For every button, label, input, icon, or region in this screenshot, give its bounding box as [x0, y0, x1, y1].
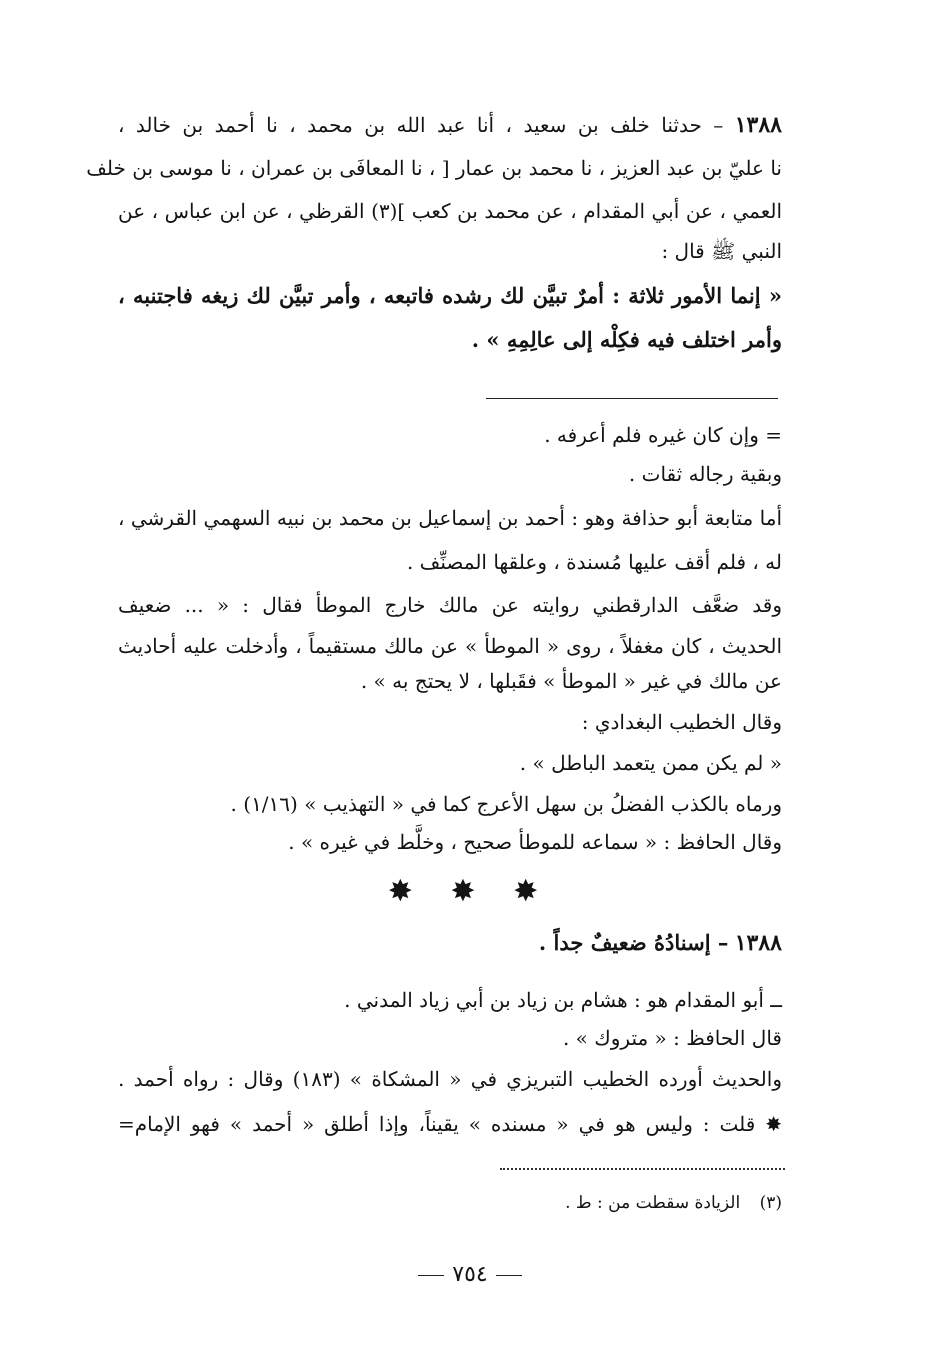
footnote-text: الزيادة سقطت من : ط . — [565, 1193, 741, 1213]
commentary-line-2: وبقية رجاله ثقات . — [628, 462, 782, 486]
takhrij-line-2: قال الحافظ : « متروك » . — [562, 1026, 782, 1050]
takhrij-heading — [539, 925, 782, 961]
commentary-line-4: له ، فلم أقف عليها مُسندة ، وعلقها المصنِّف . — [406, 550, 782, 574]
hadith-matn-line-2: وأمر اختلف فيه فكِلْه إلى عالِمِهِ » . — [471, 327, 782, 352]
commentary-line-1: = وإن كان غيره فلم أعرفه . — [544, 423, 782, 447]
takhrij-line-1: ــ أبو المقدام هو : هشام بن زياد بن أبي زياد المدني . — [344, 988, 782, 1012]
commentary-line-7: عن مالك في غير « الموطأ » فقَبلها ، لا يحتج به » . — [360, 669, 782, 693]
takhrij-heading-text: – إسنادُهُ ضعيفٌ جداً . — [538, 930, 729, 955]
commentary-line-3: أما متابعة أبو حذافة وهو : أحمد بن إسماعيل بن محمد بن نبيه السهمي القرشي ، — [118, 506, 782, 530]
page-number-dash-left — [418, 1275, 444, 1276]
hadith-matn-line-1: « إنما الأمور ثلاثة : أمرٌ تبيَّن لك رشده فاتبعه ، وأمر تبيَّن لك زيغه فاجتنبه ، — [118, 283, 782, 308]
hadith-line-3: العمي ، عن أبي المقدام ، عن محمد بن كعب ](٣) القرظي ، عن ابن عباس ، عن — [118, 199, 783, 223]
hadith-line-1-text: – حدثنا خلف بن سعيد ، أنا عبد الله بن محمد ، نا أحمد بن خالد ، — [118, 113, 724, 137]
takhrij-number: ١٣٨٨ — [734, 930, 782, 956]
page-number — [0, 1258, 940, 1292]
takhrij-line-4: ✸ قلت : وليس هو في « مسنده » يقيناً، وإذا أطلق « أحمد » فهو الإمام= — [118, 1112, 782, 1136]
section-separator-stars: ✸ ✸ ✸ — [387, 874, 553, 909]
commentary-line-11: وقال الحافظ : « سماعه للموطأ صحيح ، وخلَّط في غيره » . — [288, 830, 782, 854]
takhrij-line-3: والحديث أورده الخطيب التبريزي في « المشكاة » (١٨٣) وقال : رواه أحمد . — [118, 1067, 782, 1091]
footnote-marker: (٣) — [759, 1193, 782, 1213]
hadith-line-4: النبي ﷺ قال : — [661, 239, 782, 263]
commentary-line-6: الحديث ، كان مغفلاً ، روى « الموطأ » عن مالك مستقيماً ، وأدخلت عليه أحاديث — [118, 634, 782, 658]
commentary-line-10: ورماه بالكذب الفضلُ بن سهل الأعرج كما في « التهذيب » (١/١٦) . — [230, 792, 782, 816]
commentary-line-8: وقال الخطيب البغدادي : — [581, 710, 782, 734]
page-number-text: ٧٥٤ — [452, 1262, 488, 1287]
hadith-line-2: نا عليّ بن عبد العزيز ، نا محمد بن عمار [ ، نا المعافَى بن عمران ، نا موسى بن خلف — [86, 156, 782, 180]
hadith-line-1 — [118, 107, 782, 143]
hadith-number: ١٣٨٨ — [734, 112, 782, 138]
footnote — [565, 1185, 782, 1221]
dotted-separator — [500, 1154, 785, 1170]
footnote-divider — [486, 398, 778, 399]
commentary-line-9: « لم يكن ممن يتعمد الباطل » . — [519, 751, 782, 775]
commentary-line-5: وقد ضعَّف الدارقطني روايته عن مالك خارج الموطأ فقال : « ... ضعيف — [118, 593, 782, 617]
page-number-dash-right — [496, 1275, 522, 1276]
